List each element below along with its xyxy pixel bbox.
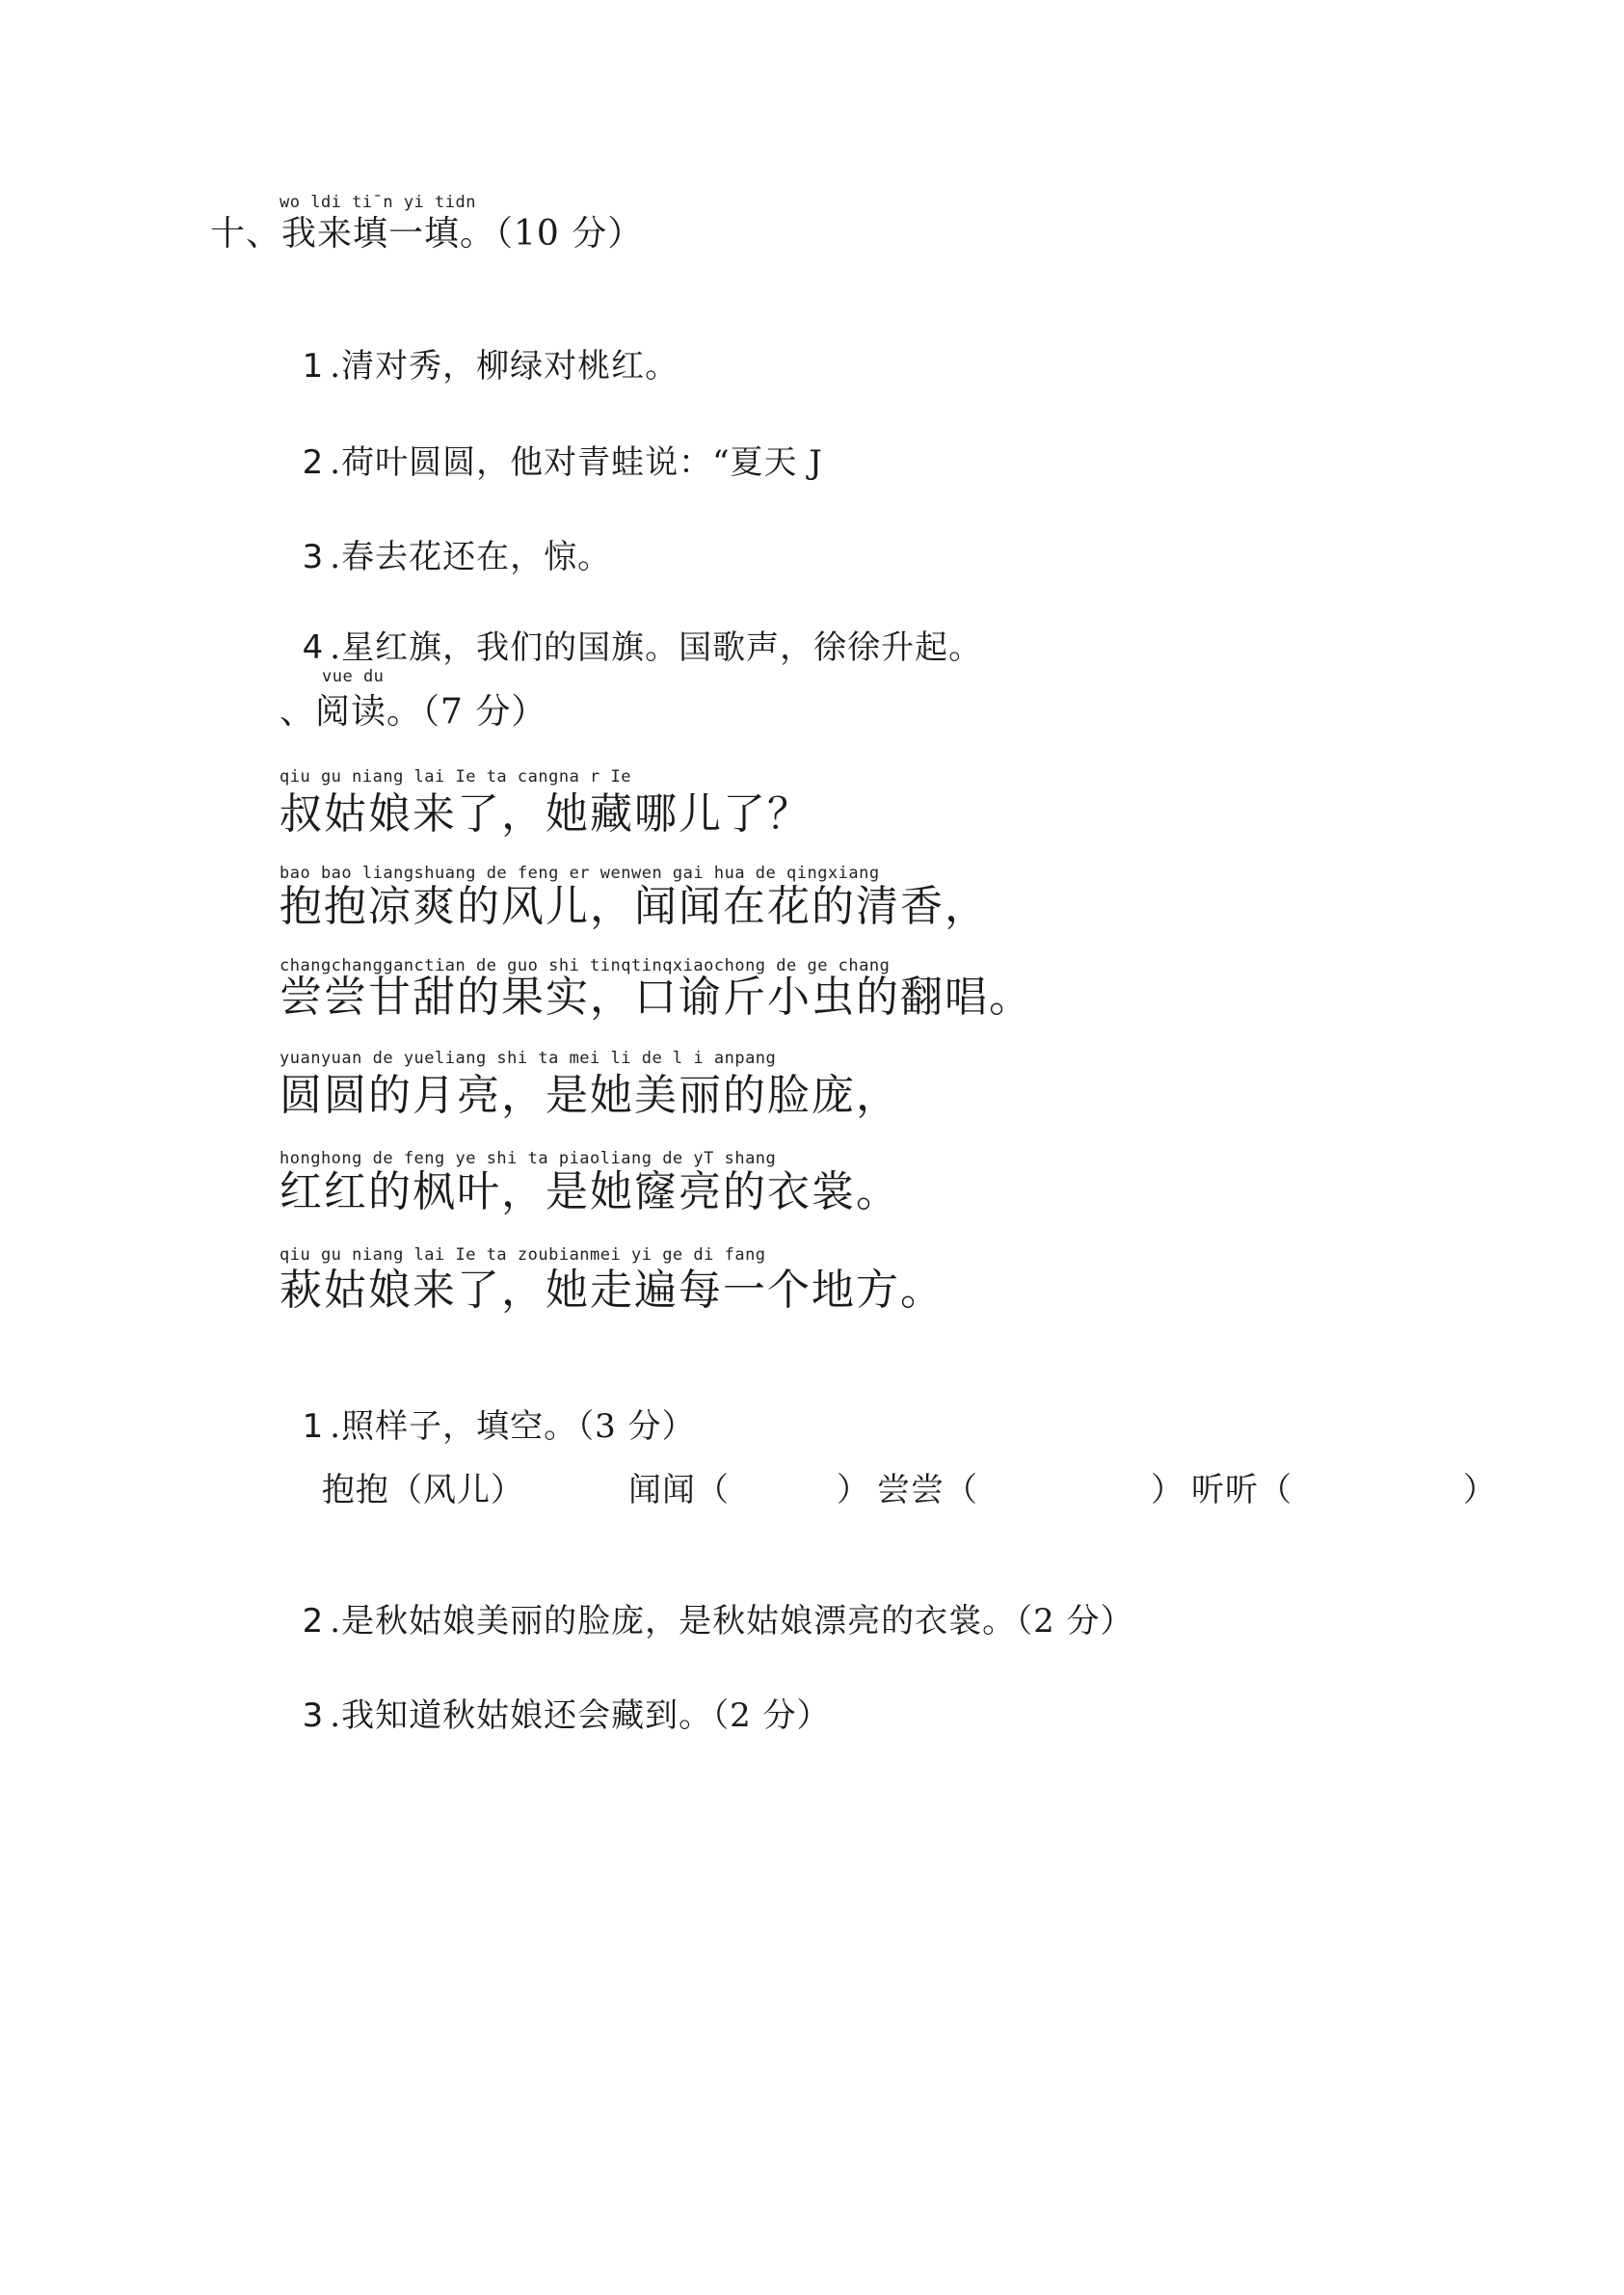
question-number: 2 bbox=[302, 1602, 325, 1641]
item-number: 3 bbox=[302, 538, 325, 576]
poem-line-3: 尝尝甘甜的果实，口谕斤小虫的翻唱。 bbox=[280, 973, 1033, 1022]
section10-item-4 bbox=[280, 582, 982, 668]
question-number: 1 bbox=[302, 1407, 325, 1446]
poem-line-1-pinyin: qiu gu niang lai Ie ta cangna r Ie bbox=[280, 767, 631, 787]
item-text: .春去花还在，惊。 bbox=[330, 538, 612, 576]
poem-line-6-pinyin: qiu gu niang lai Ie ta zoubianmei yi ge di fang bbox=[280, 1245, 766, 1265]
section10-item-1 bbox=[280, 301, 679, 387]
poem-line-2-pinyin: bao bao liangshuang de feng er wenwen gai hua de qingxiang bbox=[280, 864, 880, 883]
section11-title: 、阅读。（7 分） bbox=[280, 692, 547, 732]
item-text: .清对秀，柳绿对桃红。 bbox=[330, 347, 679, 386]
fill-blank-b-close: ） bbox=[837, 1471, 870, 1509]
fill-blank-d-close: ） bbox=[1463, 1471, 1497, 1509]
poem-line-6: 萩姑娘来了，她走遍每一个地方。 bbox=[280, 1266, 945, 1315]
item-number: 1 bbox=[302, 347, 325, 386]
item-text: .荷叶圆圆，他对青蛙说：“夏天 J bbox=[330, 443, 823, 482]
fill-blank-b-label: 闻闻（ bbox=[628, 1471, 730, 1509]
poem-line-2: 抱抱凉爽的风儿，闻闻在花的清香， bbox=[280, 882, 989, 931]
fill-blank-c-close: ） bbox=[1151, 1471, 1185, 1509]
fill-example: 抱抱（风儿） bbox=[322, 1471, 524, 1509]
question-text: .照样子，填空。（3 分） bbox=[330, 1407, 696, 1446]
question-2 bbox=[280, 1556, 1134, 1641]
item-number: 2 bbox=[302, 443, 325, 482]
question-1 bbox=[280, 1361, 696, 1447]
poem-line-4-pinyin: yuanyuan de yueliang shi ta mei li de l i anpang bbox=[280, 1049, 777, 1068]
poem-line-3-pinyin: changchangganctian de guo shi tinqtinqxiaochong de ge chang bbox=[280, 956, 891, 975]
fill-blank-d-label: 听听（ bbox=[1191, 1471, 1292, 1509]
item-number: 4 bbox=[302, 628, 325, 667]
question-text: .我知道秋姑娘还会藏到。（2 分） bbox=[330, 1696, 831, 1735]
question-number: 3 bbox=[302, 1696, 325, 1735]
fill-blank-c-label: 尝尝（ bbox=[877, 1471, 978, 1509]
poem-line-5: 红红的枫叶，是她窿亮的衣裳。 bbox=[280, 1167, 900, 1216]
section10-pinyin: wo ldi ti¯n yi tidn bbox=[280, 193, 476, 212]
poem-line-4: 圆圆的月亮，是她美丽的脸庞， bbox=[280, 1071, 900, 1120]
question-3 bbox=[280, 1650, 831, 1736]
poem-line-1: 叔姑娘来了，她藏哪儿了？ bbox=[280, 789, 812, 839]
section10-title: 十、我来填一填。（10 分） bbox=[210, 214, 644, 254]
item-text: .星红旗，我们的国旗。国歌声，徐徐升起。 bbox=[330, 628, 983, 667]
section11-pinyin: vue du bbox=[322, 667, 385, 686]
poem-line-5-pinyin: honghong de feng ye shi ta piaoliang de yT shang bbox=[280, 1149, 777, 1168]
section10-item-3 bbox=[280, 492, 611, 577]
section10-item-2 bbox=[280, 397, 823, 483]
question-text: .是秋姑娘美丽的脸庞，是秋姑娘漂亮的衣裳。（2 分） bbox=[330, 1602, 1134, 1641]
